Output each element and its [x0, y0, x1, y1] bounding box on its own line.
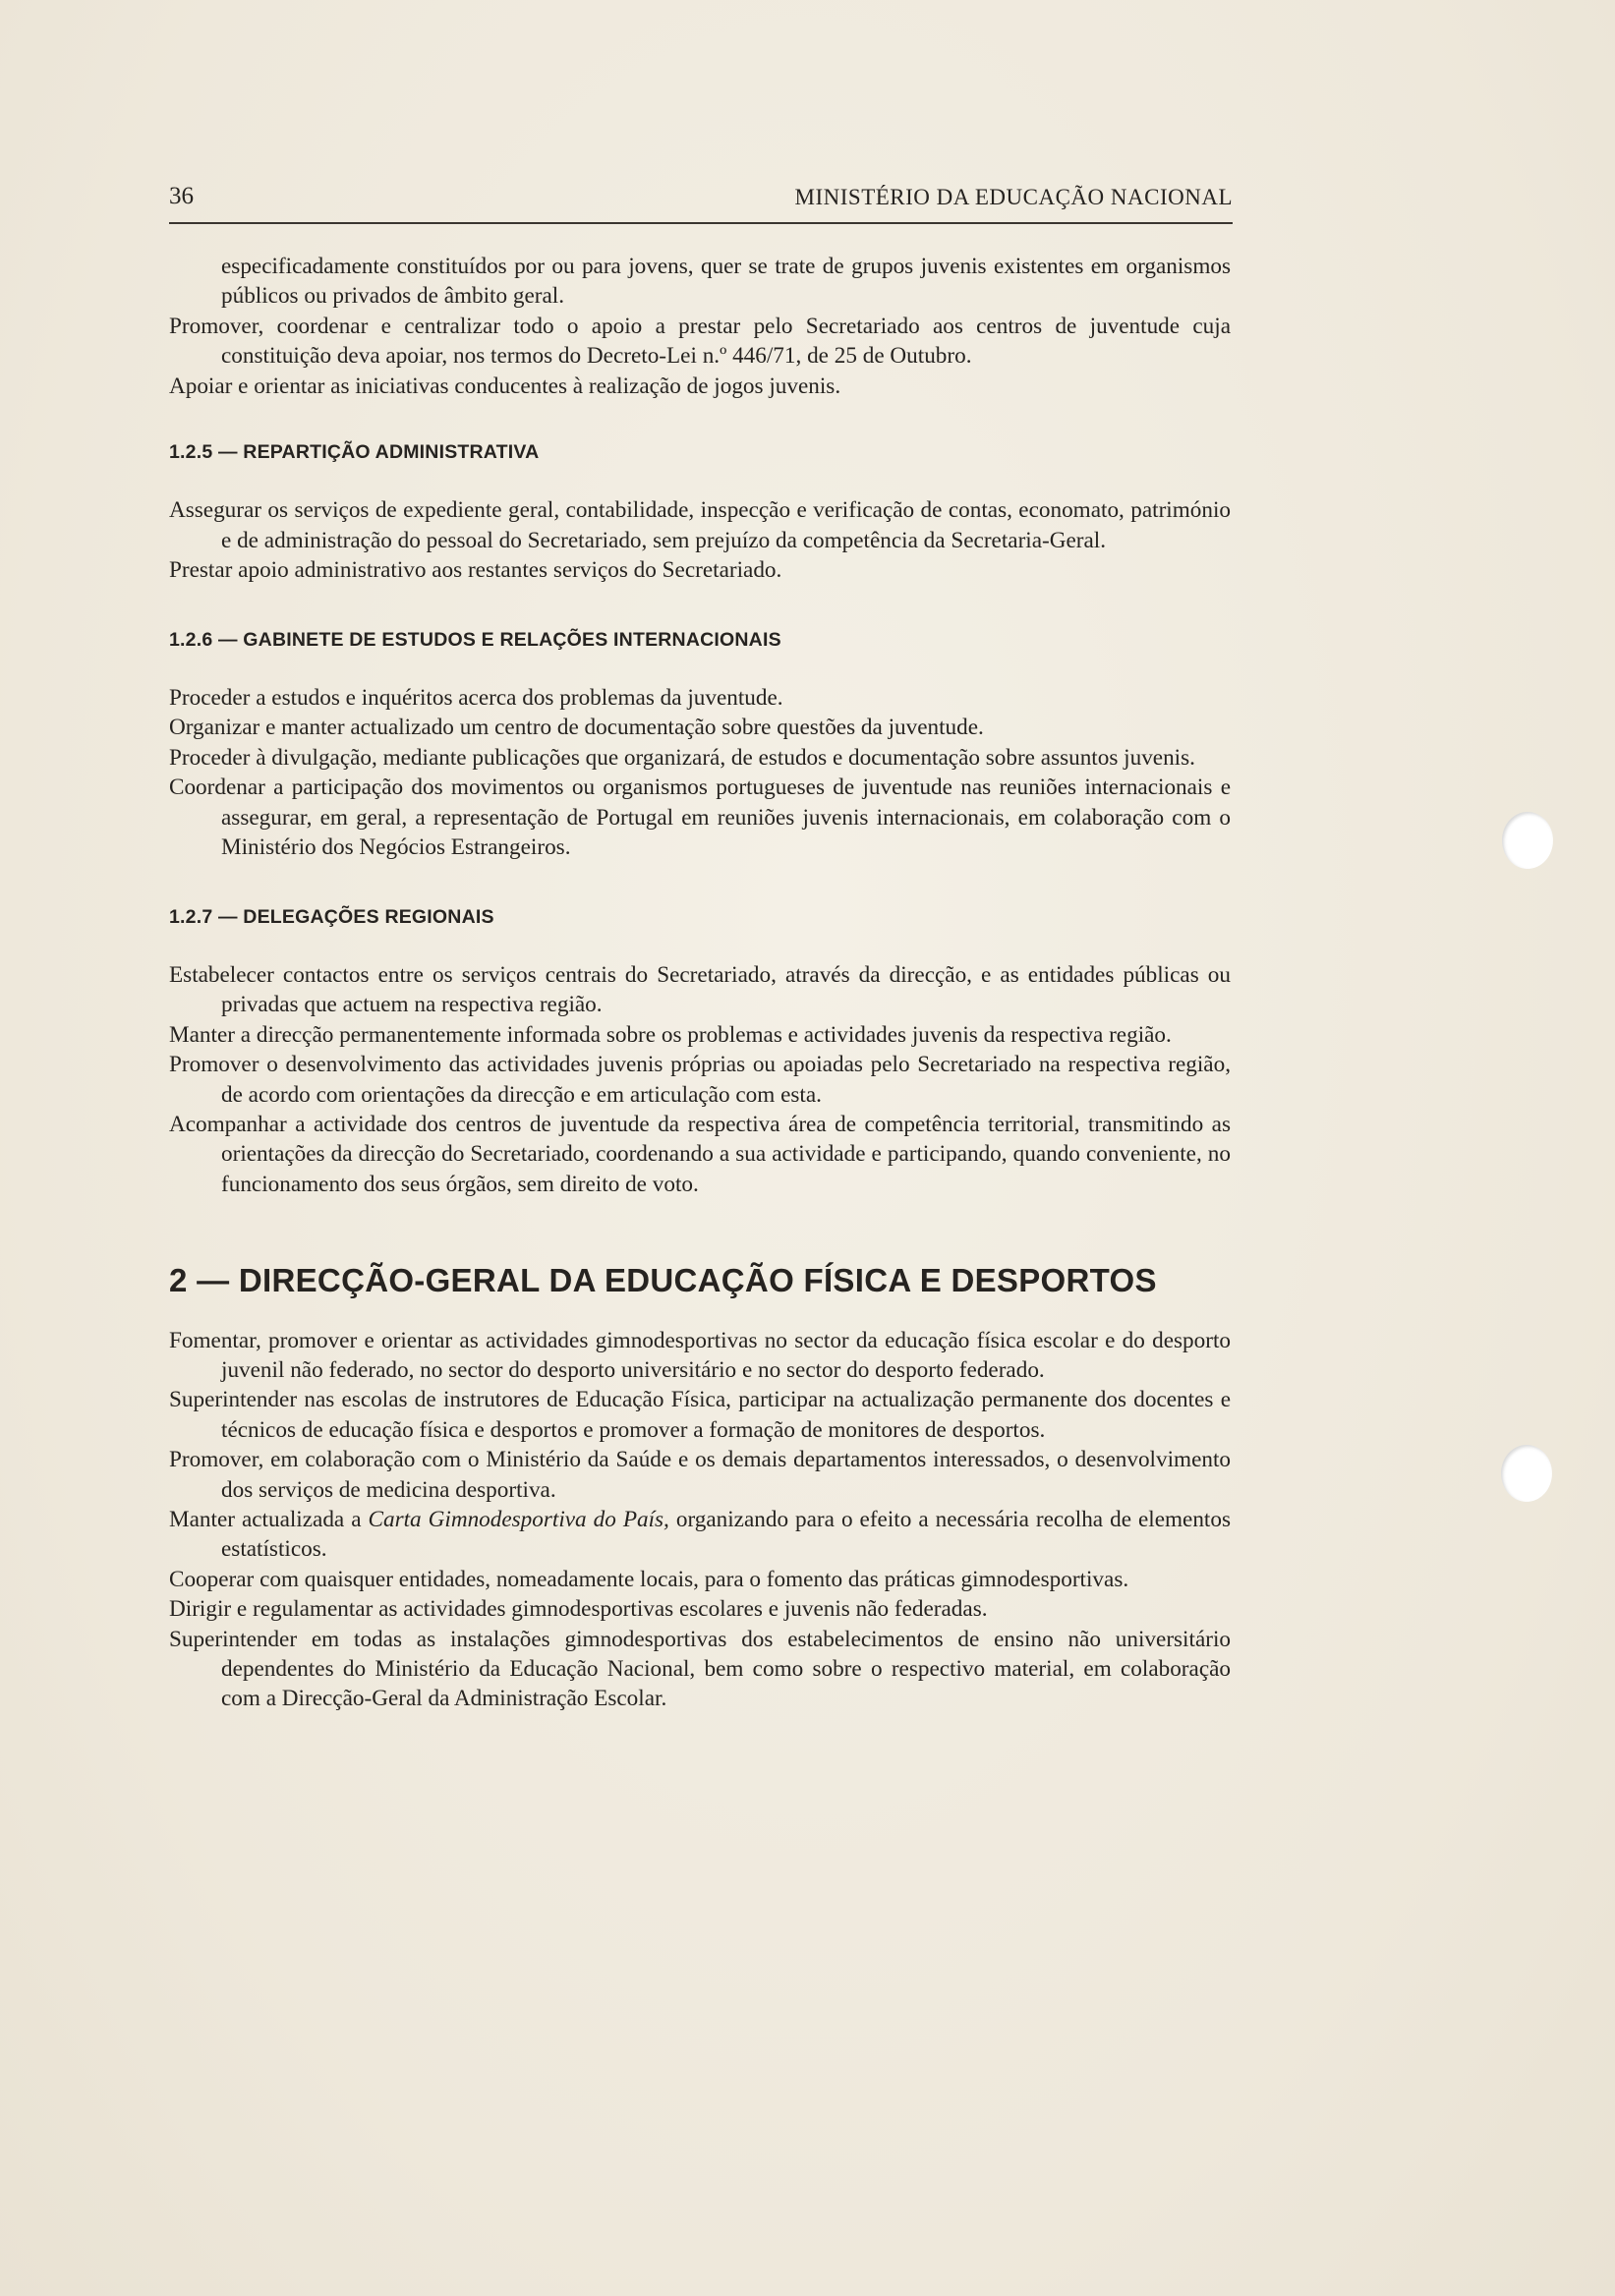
section-1-2-7-paragraph: Promover o desenvolvimento das actividades juvenis próprias ou apoiadas pelo Secretariado na respectiva região, de acordo com orientações da direcção e em articulação com esta. — [169, 1052, 1231, 1108]
carta-text-before: Manter actualizada a — [169, 1507, 369, 1532]
intro-paragraph-continuation: especificadamente constituídos por ou para jovens, quer se trate de grupos juvenis existentes em organismos públicos ou privados de âmbito geral. — [221, 254, 1231, 310]
section-heading-2: 2 — DIRECÇÃO-GERAL DA EDUCAÇÃO FÍSICA E DESPORTOS — [169, 1262, 1157, 1299]
section-2-paragraph: Superintender nas escolas de instrutores de Educação Física, participar na actualização permanente dos docentes e técnicos de educação física e desportos e promover a formação de monitores de desportos. — [169, 1387, 1231, 1443]
section-1-2-6-paragraph: Proceder à divulgação, mediante publicações que organizará, de estudos e documentação sobre assuntos juvenis. — [169, 744, 1195, 771]
section-2-paragraph: Superintender em todas as instalações gimnodesportivas dos estabelecimentos de ensino não universitário dependentes do Ministério da Educação Nacional, bem como sobre o respectivo material, em colaboração com a Direcção-Geral da Administração Escolar. — [169, 1626, 1231, 1712]
intro-paragraph: Apoiar e orientar as iniciativas conducentes à realização de jogos juvenis. — [169, 373, 841, 399]
section-1-2-5-paragraph: Prestar apoio administrativo aos restantes serviços do Secretariado. — [169, 557, 782, 584]
section-2-paragraph-carta — [169, 1505, 1231, 1565]
page-header — [169, 183, 1233, 224]
section-2-paragraph: Fomentar, promover e orientar as actividades gimnodesportivas no sector da educação física escolar e do desporto juvenil não federado, no sector do desporto universitário e no sector do desporto federado. — [169, 1327, 1231, 1383]
section-heading-1-2-5: 1.2.5 — REPARTIÇÃO ADMINISTRATIVA — [169, 441, 540, 464]
punch-hole-bottom — [1501, 1445, 1552, 1502]
intro-paragraph: Promover, coordenar e centralizar todo o apoio a prestar pelo Secretariado aos centros de juventude cuja constituição deva apoiar, nos termos do Decreto-Lei n.º 446/71, de 25 de Outubro. — [169, 313, 1231, 370]
page-number: 36 — [169, 183, 194, 209]
section-1-2-7-paragraph: Manter a direcção permanentemente informada sobre os problemas e actividades juvenis da respectiva região. — [169, 1021, 1172, 1048]
section-1-2-6-paragraph: Proceder a estudos e inquéritos acerca dos problemas da juventude. — [169, 685, 783, 712]
section-1-2-6-paragraph: Organizar e manter actualizado um centro de documentação sobre questões da juventude. — [169, 715, 984, 741]
section-1-2-5-paragraph: Assegurar os serviços de expediente geral, contabilidade, inspecção e verificação de contas, economato, património e de administração do pessoal do Secretariado, sem prejuízo da competência da Secretaria-Geral. — [169, 497, 1231, 553]
section-1-2-7-paragraph: Acompanhar a actividade dos centros de juventude da respectiva área de competência territorial, transmitindo as orientações da direcção do Secretariado, coordenando a sua actividade e participando, quando conveniente, no funcionamento dos seus órgãos, sem direito de voto. — [169, 1111, 1231, 1197]
section-heading-1-2-6: 1.2.6 — GABINETE DE ESTUDOS E RELAÇÕES INTERNACIONAIS — [169, 628, 781, 651]
section-1-2-7-paragraph: Estabelecer contactos entre os serviços centrais do Secretariado, através da direcção, e as entidades públicas ou privadas que actuem na respectiva região. — [169, 961, 1231, 1018]
section-heading-1-2-7: 1.2.7 — DELEGAÇÕES REGIONAIS — [169, 905, 494, 928]
carta-title-italic: Carta Gimnodesportiva do País, — [368, 1507, 669, 1532]
page-body — [169, 252, 1231, 1714]
section-1-2-6-paragraph: Coordenar a participação dos movimentos ou organismos portugueses de juventude nas reuniões internacionais e assegurar, em geral, a representação de Portugal em reuniões juvenis internacionais, em colaboração com o Ministério dos Negócios Estrangeiros. — [169, 775, 1231, 861]
punch-hole-top — [1502, 812, 1553, 869]
carta-text-after: organizando para o efeito a necessária recolha de elementos estatísticos. — [221, 1507, 1231, 1563]
section-2-paragraph: Dirigir e regulamentar as actividades gimnodesportivas escolares e juvenis não federadas. — [169, 1596, 988, 1623]
section-2-paragraph: Promover, em colaboração com o Ministério da Saúde e os demais departamentos interessados, o desenvolvimento dos serviços de medicina desportiva. — [169, 1447, 1231, 1503]
running-title: MINISTÉRIO DA EDUCAÇÃO NACIONAL — [794, 185, 1233, 209]
section-2-paragraph: Cooperar com quaisquer entidades, nomeadamente locais, para o fomento das práticas gimnodesportivas. — [169, 1566, 1129, 1592]
